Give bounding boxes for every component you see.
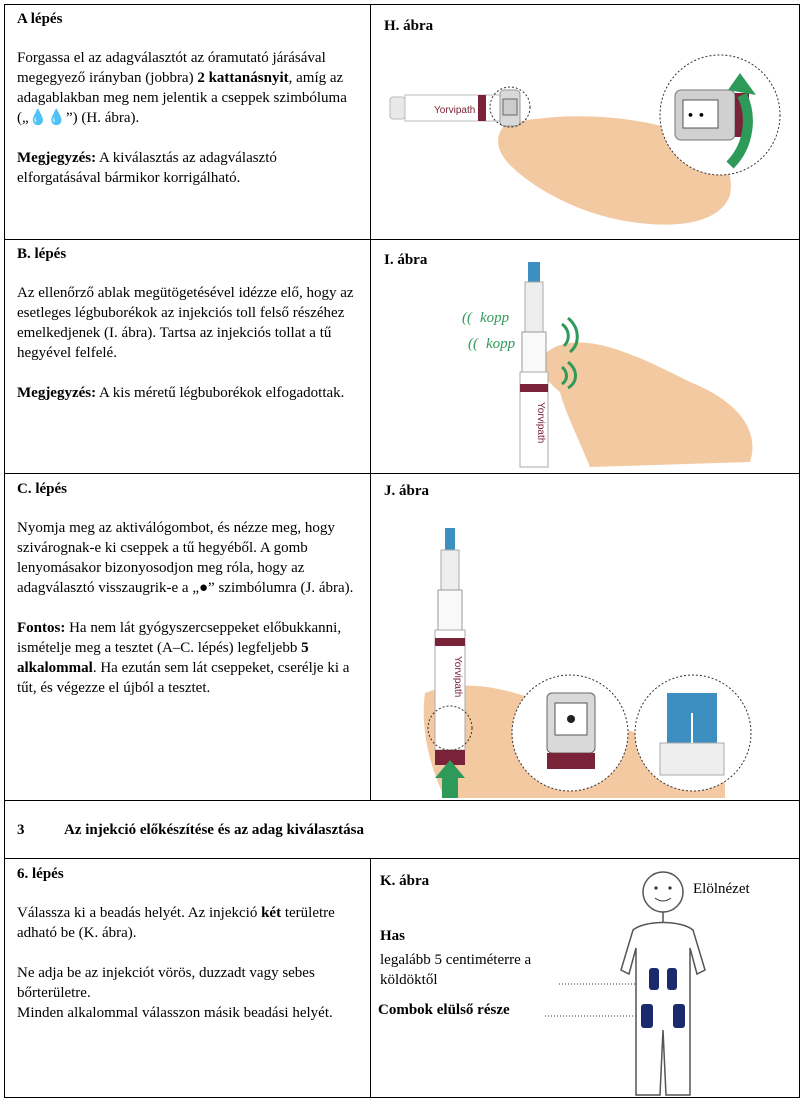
check-window-j <box>438 590 462 630</box>
step-6-paragraph-2: Ne adja be az injekciót vörös, duzzadt vagy sebes bőrterületre. <box>17 965 315 1001</box>
figure-k-title: K. ábra <box>380 873 430 889</box>
step-a-text-1: Forgassa el az adagválasztót az óramutató járásával megegyező irányban (jobbra) <box>17 50 326 86</box>
row-divider-4 <box>4 858 800 859</box>
table-border-left <box>4 4 5 1098</box>
eye-right <box>668 886 671 889</box>
figure-j-illustration <box>405 528 795 798</box>
step-c-title: C. lépés <box>17 481 67 497</box>
drops-symbol: 💧💧 <box>28 110 67 126</box>
row-divider-3 <box>4 800 800 801</box>
step-c-paragraph: Nyomja meg az aktiválógombot, és nézze meg, hogy szivárognak-e ki cseppek a tű hegyéből. A gomb lenyomásakor bizonyosodjon meg róla, hogy az adagválasztó visszaugrik-e a „●” szimbólumra (J. ábra). <box>17 520 354 596</box>
area-thigh-title: Combok elülső része <box>378 1002 510 1018</box>
pen-cap-end <box>390 97 405 119</box>
body-figure <box>545 870 705 1095</box>
eye-left <box>654 886 657 889</box>
step-c-important-text-b: . Ha ezután sem lát cseppeket, cserélje ki a tűt, és végezze el újból a tesztet. <box>17 660 350 696</box>
step-6-text <box>17 865 362 1023</box>
needle-cap-j <box>445 528 455 550</box>
table-border-top <box>4 4 800 5</box>
step-c-important-bold: 5 alkalommal <box>17 640 309 676</box>
dose-window <box>503 99 517 115</box>
step-a-note <box>17 148 362 188</box>
front-view-label: Elölnézet <box>693 881 750 897</box>
pen-accent-band <box>478 95 486 121</box>
torso-outline <box>621 923 705 1096</box>
figure-h-title: H. ábra <box>384 18 434 34</box>
row-divider-2 <box>4 473 800 474</box>
figure-j-title: J. ábra <box>384 483 429 499</box>
pen-brand-text: Yorvipath <box>434 105 476 116</box>
pen-brand-j: Yorvipath <box>452 656 463 698</box>
step-b-note <box>17 383 362 403</box>
table-border-right <box>799 4 800 1098</box>
pen-brand-vertical: Yorvipath <box>535 402 546 444</box>
area-abdomen-desc: legalább 5 centiméterre a köldöktől <box>380 952 532 988</box>
step-6-p1-a: Válassza ki a beadás helyét. Az injekció <box>17 905 262 921</box>
step-a-note-text: A kiválasztás az adagválasztó elforgatásával bármikor korrigálható. <box>17 150 277 186</box>
tap-text-2-prefix: (( <box>468 336 478 352</box>
step-c-text <box>17 480 362 698</box>
figure-i-title: I. ábra <box>384 252 428 268</box>
step-a-clicks: 2 kattanásnyit <box>197 70 289 86</box>
abdomen-area-right <box>667 968 677 990</box>
step-c-important-text-a: Ha nem lát gyógyszercseppeket előbukkanni, ismételje meg a tesztet (A–C. lépés) legfeljebb <box>17 620 342 656</box>
step-6-paragraph-3: Minden alkalommal válasszon másik beadási helyét. <box>17 1005 333 1021</box>
step-6-paragraph-1 <box>17 903 362 943</box>
step-a-text-3: ”) (H. ábra). <box>66 110 140 126</box>
step-6-p1-b: területre adható be (K. ábra). <box>17 905 335 941</box>
section-title: Az injekció előkészítése és az adag kiválasztása <box>64 822 364 838</box>
head <box>643 872 683 912</box>
magnified-dose-band <box>547 753 595 769</box>
area-abdomen-title: Has <box>380 928 406 944</box>
pen-band-j <box>435 638 465 646</box>
abdomen-area-left <box>649 968 659 990</box>
needle-cap <box>528 262 540 282</box>
step-6-p1-bold: két <box>261 905 282 921</box>
thigh-area-left <box>641 1004 653 1028</box>
tap-text-2: kopp <box>486 336 516 352</box>
step-c-important-label: Fontos: <box>17 620 66 636</box>
thigh-area-right <box>673 1004 685 1028</box>
needle-hub-j <box>441 550 459 590</box>
step-b-text <box>17 245 362 403</box>
pen-band-vertical <box>520 384 548 392</box>
tap-wave-1 <box>562 324 568 346</box>
step-b-paragraph: Az ellenőrző ablak megütögetésével idézze elő, hogy az esetleges légbuborékok az injekciós toll felső részéhez emelkedjenek (I. ábra). Tartsa az injekciós tollat a tű hegyével felfelé. <box>17 285 354 361</box>
step-b-title: B. lépés <box>17 246 67 262</box>
table-border-bottom <box>4 1097 800 1098</box>
step-a-paragraph <box>17 48 362 128</box>
magnified-needle-base <box>660 743 724 775</box>
check-window <box>522 332 546 372</box>
section-number: 3 <box>17 822 25 838</box>
step-a-note-label: Megjegyzés: <box>17 150 97 166</box>
magnified-drops-symbol: • • <box>687 109 705 122</box>
figure-h-illustration <box>390 55 790 235</box>
step-c-important <box>17 618 362 698</box>
step-a-text <box>17 10 362 188</box>
tapping-hand <box>541 342 753 467</box>
figure-i-illustration <box>440 262 780 467</box>
step-b-note-label: Megjegyzés: <box>17 385 97 401</box>
needle-hub <box>525 282 543 332</box>
step-a-text-2: , amíg az adagablakban meg nem jelentik a cseppek szimbóluma („ <box>17 70 347 126</box>
step-b-note-text: A kis méretű légbuborékok elfogadottak. <box>96 385 345 401</box>
row-divider-1 <box>4 239 800 240</box>
step-6-title: 6. lépés <box>17 866 64 882</box>
dot-symbol <box>567 715 575 723</box>
table-column-divider <box>370 4 371 800</box>
table-column-divider-lower <box>370 858 371 1098</box>
step-a-title: A lépés <box>17 11 63 27</box>
tap-text-1-prefix: (( <box>462 310 472 326</box>
push-arrow-stem <box>442 776 458 798</box>
tap-text-1: kopp <box>480 310 510 326</box>
